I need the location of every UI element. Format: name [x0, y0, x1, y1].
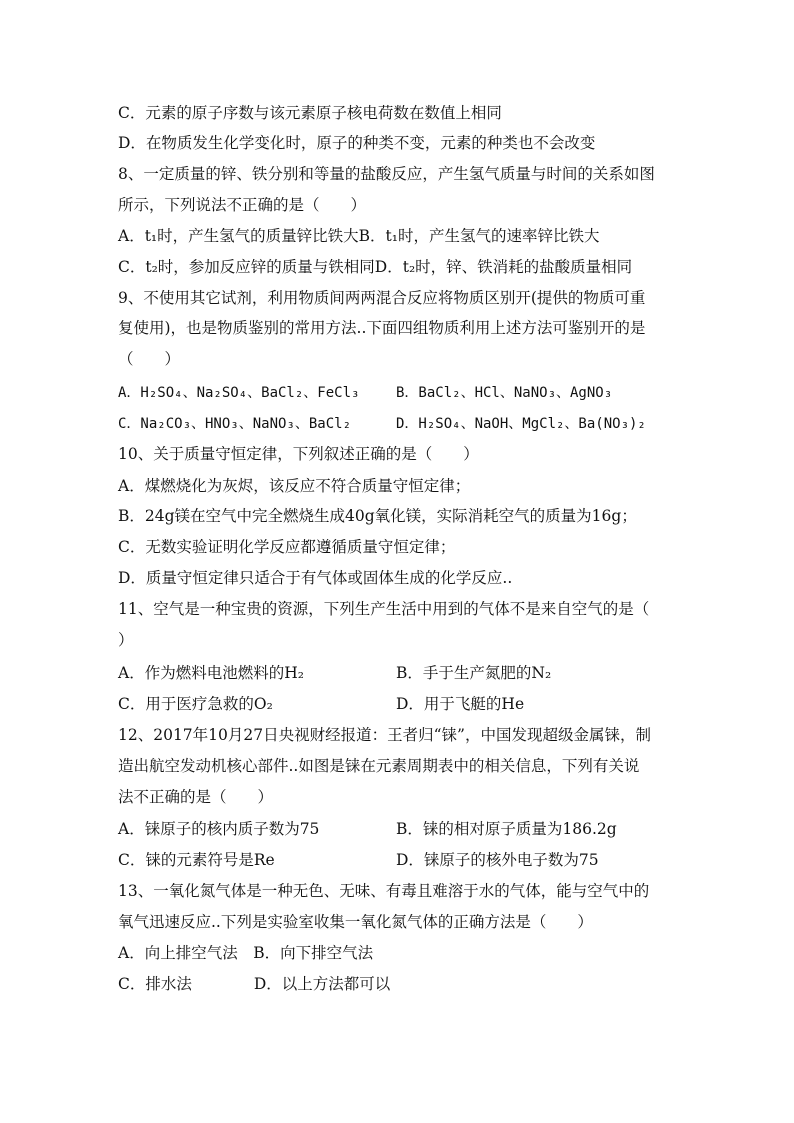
q10-stem: 10、关于质量守恒定律，下列叙述正确的是（ ）	[118, 445, 479, 463]
q9-stem-line2: 复使用)，也是物质鉴别的常用方法..下面四组物质利用上述方法可鉴别开的是	[118, 319, 646, 337]
q13-stem-line2: 氧气迅速反应..下列是实验室收集一氧化氮气体的正确方法是（ ）	[118, 913, 593, 931]
q12-option-b: B．铼的相对原子质量为186.2g	[396, 820, 617, 838]
q9-stem-line3: （ ）	[118, 350, 181, 368]
q13-options-ab: A．向上排空气法 B．向下排空气法	[118, 944, 374, 962]
q10-option-b: B．24g镁在空气中完全燃烧生成40g氧化镁，实际消耗空气的质量为16g；	[118, 507, 637, 525]
q11-option-b: B．手于生产氮肥的N₂	[396, 664, 552, 682]
q9-option-d: D．H₂SO₄、NaOH、MgCl₂、Ba(NO₃)₂	[396, 416, 646, 432]
q12-option-c: C．铼的元素符号是Re	[118, 851, 275, 869]
q8-stem-line1: 8、一定质量的锌、铁分别和等量的盐酸反应，产生氢气质量与时间的关系如图	[118, 165, 655, 183]
q10-option-d: D．质量守恒定律只适合于有气体或固体生成的化学反应..	[118, 569, 513, 587]
q11-option-a: A．作为燃料电池燃料的H₂	[118, 664, 304, 682]
q9-option-c: C．Na₂CO₃、HNO₃、NaNO₃、BaCl₂	[118, 416, 352, 432]
q13-stem-line1: 13、一氧化氮气体是一种无色、无味、有毒且难溶于水的气体，能与空气中的	[118, 882, 650, 900]
q8-options-ab: A．t₁时，产生氢气的质量锌比铁大B．t₁时，产生氢气的速率锌比铁大	[118, 227, 600, 245]
q8-options-cd: C．t₂时，参加反应锌的质量与铁相同D．t₂时，锌、铁消耗的盐酸质量相同	[118, 258, 633, 276]
q12-stem-line2: 造出航空发动机核心部件..如图是铼在元素周期表中的相关信息，下列有关说	[118, 757, 640, 775]
q7-option-c: C．元素的原子序数与该元素原子核电荷数在数值上相同	[118, 104, 502, 122]
q12-option-d: D．铼原子的核外电子数为75	[396, 851, 599, 869]
q13-options-cd: C．排水法 D．以上方法都可以	[118, 975, 391, 993]
q10-option-a: A．煤燃烧化为灰烬，该反应不符合质量守恒定律；	[118, 477, 471, 495]
q12-stem-line1: 12、2017年10月27日央视财经报道：王者归“铼”，中国发现超级金属铼，制	[118, 726, 651, 744]
q11-stem-line1: 11、空气是一种宝贵的资源，下列生产生活中用到的气体不是来自空气的是（	[118, 600, 650, 618]
q7-option-d: D．在物质发生化学变化时，原子的种类不变，元素的种类也不会改变	[118, 134, 596, 152]
q9-stem-line1: 9、不使用其它试剂，利用物质间两两混合反应将物质区别开(提供的物质可重	[118, 289, 646, 307]
q12-option-a: A．铼原子的核内质子数为75	[118, 820, 320, 838]
q9-option-a: A．H₂SO₄、Na₂SO₄、BaCl₂、FeCl₃	[118, 385, 360, 401]
q11-stem-line2: ）	[118, 631, 134, 649]
q8-stem-line2: 所示，下列说法不正确的是（ ）	[118, 196, 367, 214]
q9-option-b: B．BaCl₂、HCl、NaNO₃、AgNO₃	[396, 385, 613, 401]
q10-option-c: C．无数实验证明化学反应都遵循质量守恒定律；	[118, 538, 456, 556]
q11-option-d: D．用于飞艇的He	[396, 695, 525, 713]
q12-stem-line3: 法不正确的是（ ）	[118, 788, 274, 806]
q11-option-c: C．用于医疗急救的O₂	[118, 695, 273, 713]
